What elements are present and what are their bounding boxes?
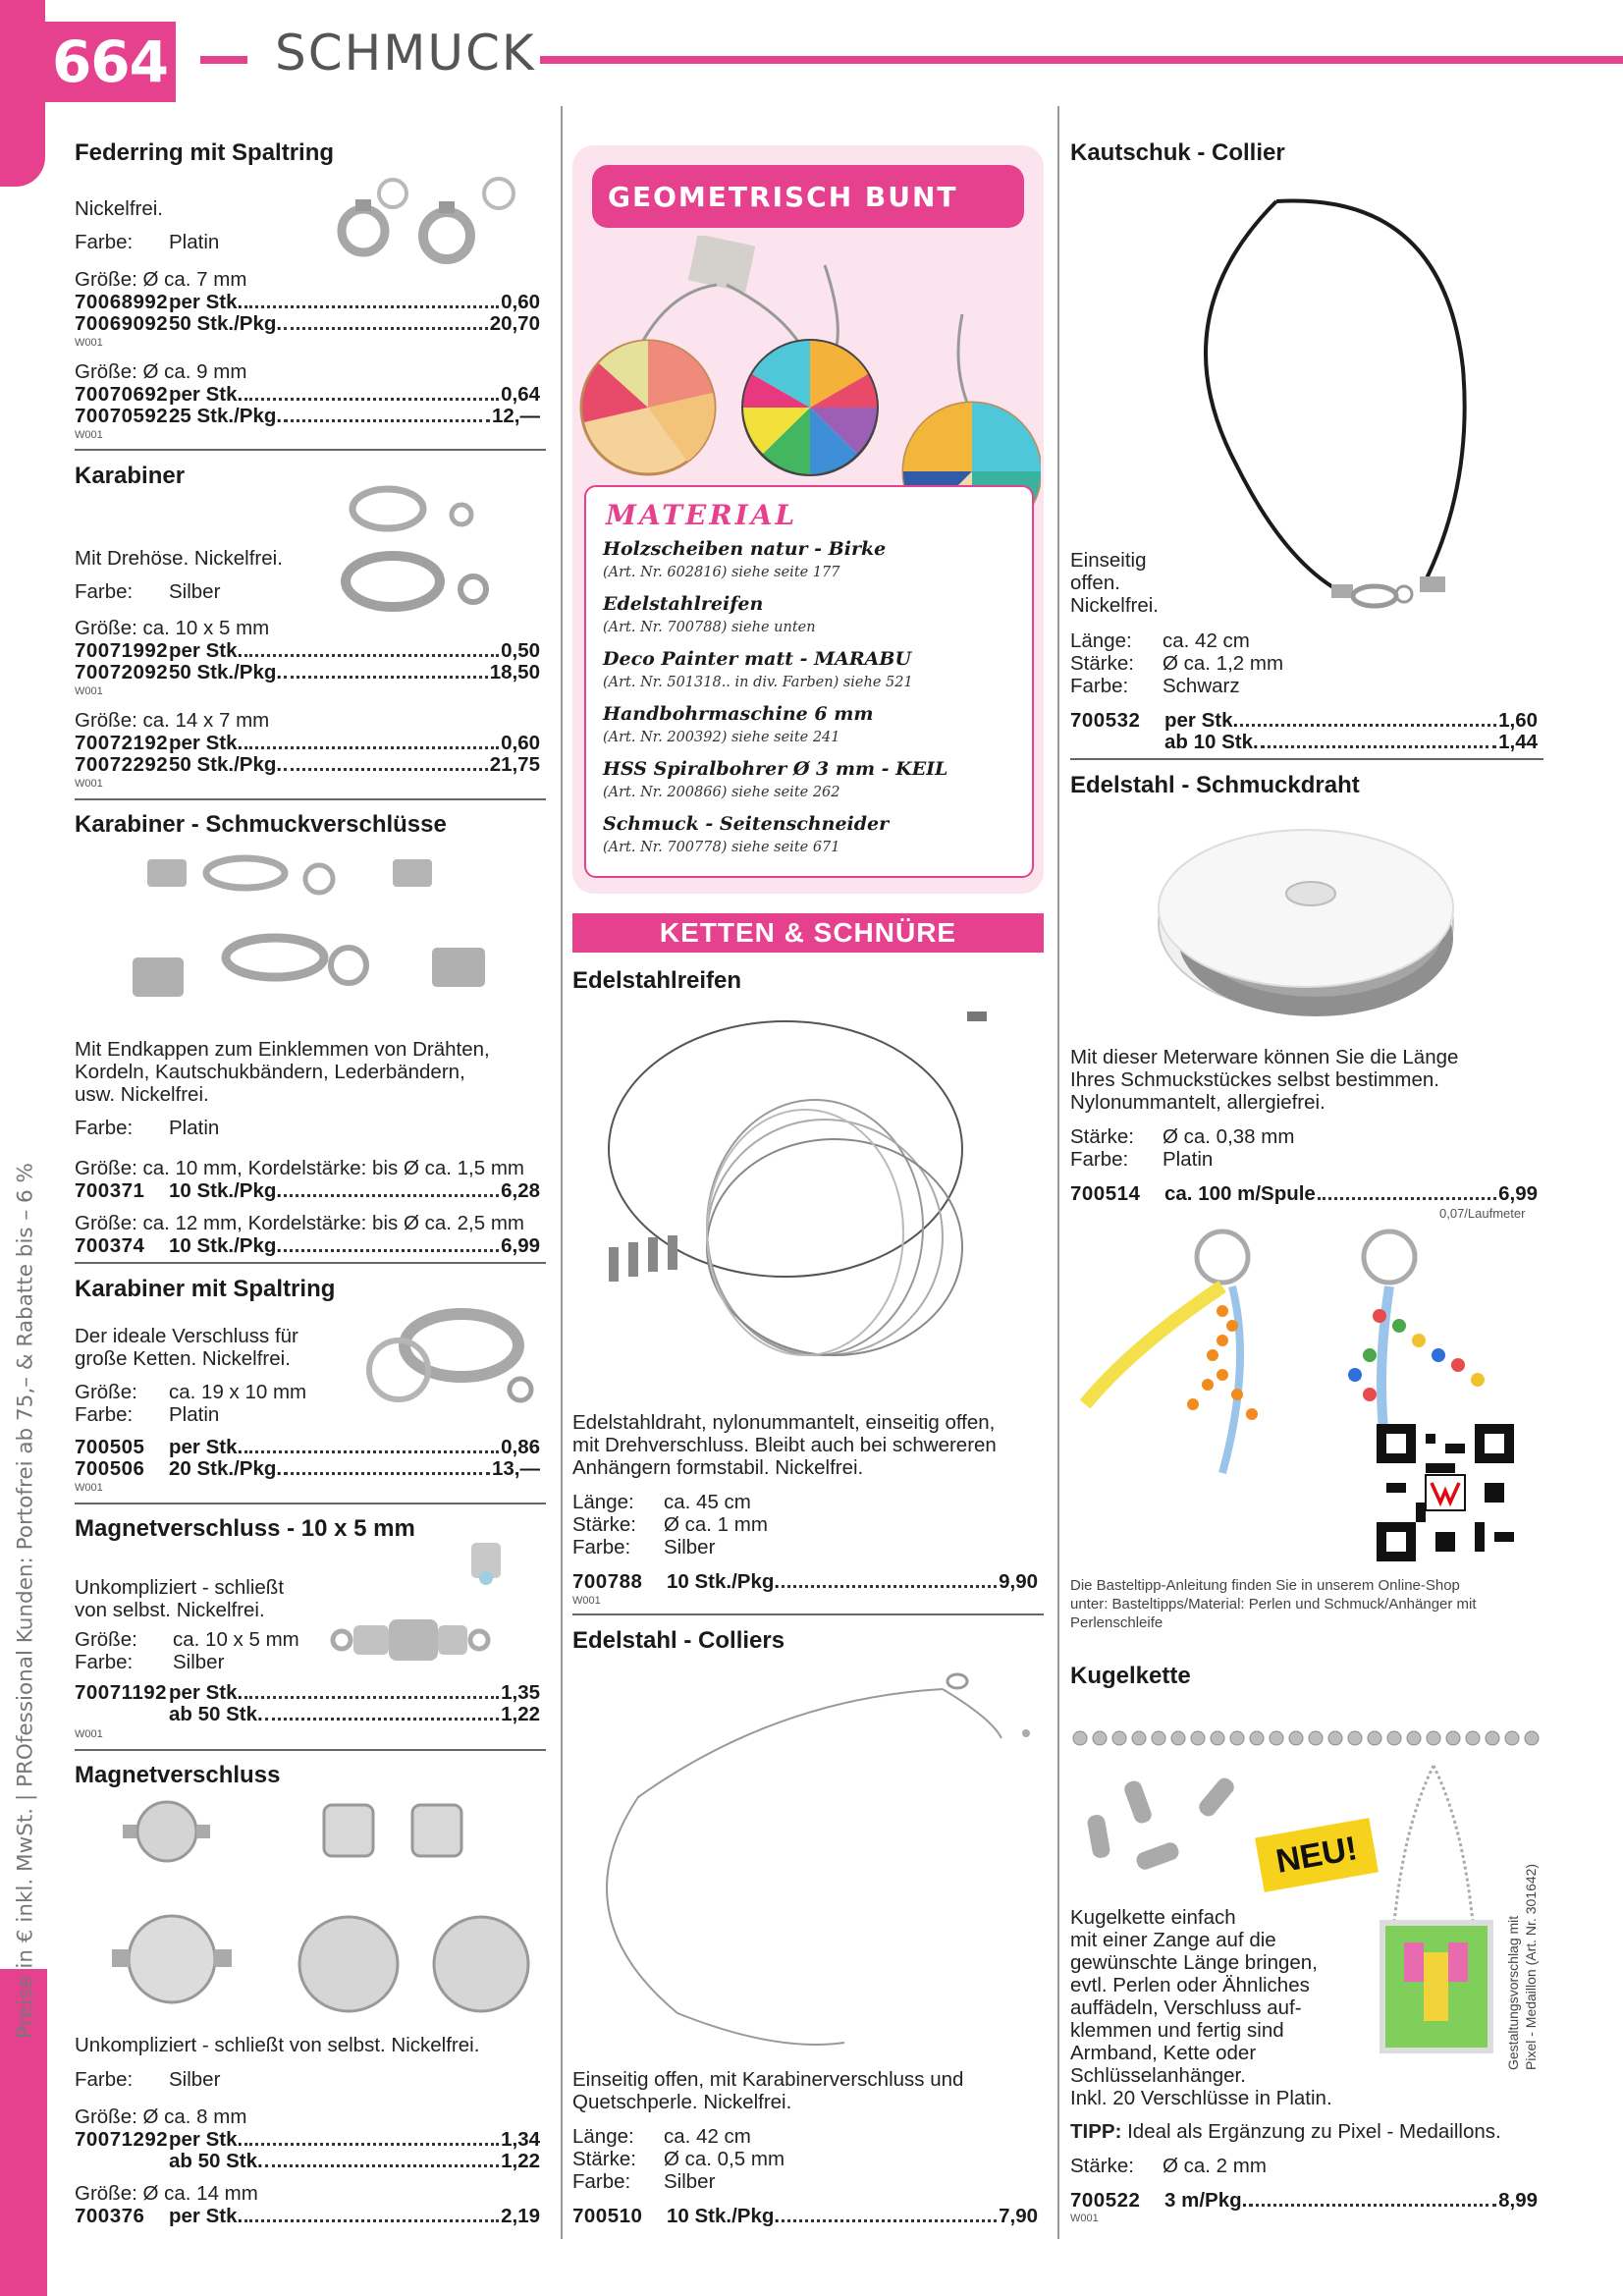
verschluesse-desc-3: usw. Nickelfrei. xyxy=(75,1083,209,1106)
karabiner-row-4: 70072292 50 Stk./Pkg. 21,75 xyxy=(75,753,540,776)
karabiner-row-1: 70071992 per Stk. 0,50 xyxy=(75,639,540,662)
reifen-photo xyxy=(579,1002,1041,1394)
material-ref: (Art. Nr. 700778) siehe seite 671 xyxy=(603,840,840,855)
reifen-staerke: Stärke: Ø ca. 1 mm xyxy=(572,1513,768,1536)
magnet-size1: Größe: Ø ca. 8 mm xyxy=(75,2105,247,2128)
verschluesse-row-1: 700371 10 Stk./Pkg. 6,28 xyxy=(75,1179,540,1202)
karabiner-row-2: 70072092 50 Stk./Pkg. 18,50 xyxy=(75,661,540,683)
draht-desc-3: Nylonummantelt, allergiefrei. xyxy=(1070,1091,1325,1114)
federring-title: Federring mit Spaltring xyxy=(75,139,335,166)
karabiner-size1: Größe: ca. 10 x 5 mm xyxy=(75,617,270,639)
magnet-desc: Unkompliziert - schließt von selbst. Nickelfrei. xyxy=(75,2034,480,2056)
magnet-farbe: Farbe: Silber xyxy=(75,2068,221,2091)
material-ref: (Art. Nr. 501318.. in div. Farben) siehe 521 xyxy=(603,675,913,690)
colliers-desc-1: Einseitig offen, mit Karabinerverschluss und xyxy=(572,2068,964,2091)
kautschuk-farbe: Farbe: Schwarz xyxy=(1070,675,1240,697)
magnet10-code: W001 xyxy=(75,1728,103,1740)
material-name: Schmuck - Seitenschneider xyxy=(603,813,890,835)
new-badge: NEU! xyxy=(1255,1818,1379,1892)
material-name: Edelstahlreifen xyxy=(603,593,764,615)
kugelkette-side-note-2: Pixel - Medaillon (Art. Nr. 301642) xyxy=(1523,1863,1539,2070)
reifen-desc-2: mit Drehverschluss. Bleibt auch bei schwereren xyxy=(572,1434,997,1456)
separator xyxy=(75,1262,546,1264)
kugelkette-desc: Armband, Kette oder xyxy=(1070,2042,1257,2064)
karabiner-code-1: W001 xyxy=(75,685,103,697)
material-ref: (Art. Nr. 200392) siehe seite 241 xyxy=(603,730,840,745)
karabiner-row-3: 70072192 per Stk. 0,60 xyxy=(75,732,540,754)
karabiner-photo xyxy=(334,471,491,629)
draht-farbe: Farbe: Platin xyxy=(1070,1148,1214,1171)
federring-code-1: W001 xyxy=(75,337,103,349)
federring-size2: Größe: Ø ca. 9 mm xyxy=(75,360,247,383)
spaltring-desc-1: Der ideale Verschluss für xyxy=(75,1325,298,1347)
colliers-farbe: Farbe: Silber xyxy=(572,2170,716,2193)
material-ref: (Art. Nr. 200866) siehe seite 262 xyxy=(603,785,840,800)
kautschuk-photo xyxy=(1129,172,1571,624)
colliers-row: 700510 10 Stk./Pkg. 7,90 xyxy=(572,2205,1038,2227)
draht-desc-1: Mit dieser Meterware können Sie die Länge xyxy=(1070,1046,1459,1068)
karabiner-title: Karabiner xyxy=(75,463,186,489)
federring-farbe: Farbe: Platin xyxy=(75,231,220,253)
kugelkette-desc: Schlüsselanhänger. xyxy=(1070,2064,1246,2087)
edge-tab-top xyxy=(0,0,45,187)
colliers-laenge: Länge: ca. 42 cm xyxy=(572,2125,751,2148)
material-name: Deco Painter matt - MARABU xyxy=(603,648,912,670)
separator xyxy=(572,1613,1044,1615)
karabiner-code-2: W001 xyxy=(75,778,103,790)
draht-unit-price: 0,07/Laufmeter xyxy=(1439,1206,1526,1221)
page-title: SCHMUCK xyxy=(275,25,536,82)
spaltring-desc-2: große Ketten. Nickelfrei. xyxy=(75,1347,291,1370)
spaltring-farbe: Farbe: Platin xyxy=(75,1403,220,1426)
magnet10-photo xyxy=(324,1537,520,1674)
magnet10-farbe: Farbe: Silber xyxy=(75,1651,225,1673)
spaltring-row-2: 700506 20 Stk./Pkg. 13,— xyxy=(75,1457,540,1480)
colliers-staerke: Stärke: Ø ca. 0,5 mm xyxy=(572,2148,785,2170)
karabiner-size2: Größe: ca. 14 x 7 mm xyxy=(75,709,270,732)
draht-photo xyxy=(1139,815,1473,1031)
promo-title: GEOMETRISCH BUNT xyxy=(592,165,1024,228)
verschluesse-row-2: 700374 10 Stk./Pkg. 6,99 xyxy=(75,1234,540,1257)
kugelkette-desc: klemmen und fertig sind xyxy=(1070,2019,1284,2042)
reifen-code: W001 xyxy=(572,1595,601,1607)
draht-title: Edelstahl - Schmuckdraht xyxy=(1070,772,1360,798)
colliers-title: Edelstahl - Colliers xyxy=(572,1627,785,1654)
reifen-title: Edelstahlreifen xyxy=(572,967,742,994)
colliers-photo xyxy=(579,1660,1041,2052)
magnet-photo xyxy=(98,1787,540,2033)
kugelkette-tipp: TIPP: Ideal als Ergänzung zu Pixel - Medaillons. xyxy=(1070,2120,1501,2143)
magnet-title: Magnetverschluss xyxy=(75,1762,281,1788)
kautschuk-desc-3: Nickelfrei. xyxy=(1070,594,1159,617)
kugelkette-title: Kugelkette xyxy=(1070,1663,1191,1689)
magnet10-desc-2: von selbst. Nickelfrei. xyxy=(75,1599,265,1621)
reifen-desc-1: Edelstahldraht, nylonummantelt, einseitig offen, xyxy=(572,1411,996,1434)
tipp-text-2: unter: Basteltipps/Material: Perlen und Schmuck/Anhänger mit xyxy=(1070,1596,1477,1613)
verschluesse-photo xyxy=(128,849,520,1016)
kautschuk-laenge: Länge: ca. 42 cm xyxy=(1070,629,1250,652)
reifen-desc-3: Anhängern formstabil. Nickelfrei. xyxy=(572,1456,864,1479)
reifen-laenge: Länge: ca. 45 cm xyxy=(572,1491,751,1513)
federring-code-2: W001 xyxy=(75,429,103,441)
kautschuk-desc-2: offen. xyxy=(1070,572,1120,594)
page-number: 664 xyxy=(44,22,176,102)
verschluesse-desc-1: Mit Endkappen zum Einklemmen von Drähten, xyxy=(75,1038,490,1061)
material-ref: (Art. Nr. 700788) siehe unten xyxy=(603,620,816,635)
kugelkette-side-note-1: Gestaltungsvorschlag mit xyxy=(1505,1915,1521,2070)
separator xyxy=(75,798,546,800)
kugelkette-desc: gewünschte Länge bringen, xyxy=(1070,1951,1318,1974)
kugelkette-desc: Inkl. 20 Verschlüsse in Platin. xyxy=(1070,2087,1332,2109)
spaltring-row-1: 700505 per Stk. 0,86 xyxy=(75,1436,540,1458)
magnet10-groesse: Größe: ca. 10 x 5 mm xyxy=(75,1628,299,1651)
magnet-size2: Größe: Ø ca. 14 mm xyxy=(75,2182,258,2205)
spaltring-title: Karabiner mit Spaltring xyxy=(75,1276,336,1302)
federring-photo xyxy=(314,172,550,270)
kautschuk-title: Kautschuk - Collier xyxy=(1070,139,1285,166)
colliers-desc-2: Quetschperle. Nickelfrei. xyxy=(572,2091,792,2113)
kugelkette-staerke: Stärke: Ø ca. 2 mm xyxy=(1070,2155,1267,2177)
kugelkette-row: 700522 3 m/Pkg. 8,99 xyxy=(1070,2189,1538,2212)
spaltring-photo xyxy=(363,1301,545,1429)
federring-row-3: 70070692 per Stk. 0,64 xyxy=(75,383,540,406)
magnet-row-3: 700376 per Stk. 2,19 xyxy=(75,2205,540,2227)
material-name: HSS Spiralbohrer Ø 3 mm - KEIL xyxy=(603,758,948,780)
header-rule-right xyxy=(540,56,1623,64)
spaltring-code: W001 xyxy=(75,1482,103,1494)
magnet-row-1: 70071292 per Stk. 1,34 xyxy=(75,2128,540,2151)
qr-code-icon[interactable] xyxy=(1377,1424,1514,1561)
header-rule-left xyxy=(200,56,247,64)
kautschuk-desc-1: Einseitig xyxy=(1070,549,1147,572)
federring-row-2: 70069092 50 Stk./Pkg. 20,70 xyxy=(75,312,540,335)
magnet10-desc-1: Unkompliziert - schließt xyxy=(75,1576,285,1599)
sidebar-price-note: Preise in € inkl. MwSt. | PROfessional Kunden: Portofrei ab 75,– & Rabatte bis – 6 % xyxy=(13,1163,38,2039)
tipp-text-3: Perlenschleife xyxy=(1070,1614,1163,1631)
kautschuk-row-2: ab 10 Stk. 1,44 xyxy=(1164,731,1538,753)
kautschuk-staerke: Stärke: Ø ca. 1,2 mm xyxy=(1070,652,1284,675)
kugelkette-desc: Kugelkette einfach xyxy=(1070,1906,1236,1929)
reifen-row: 700788 10 Stk./Pkg. 9,90 xyxy=(572,1570,1038,1593)
magnet10-title: Magnetverschluss - 10 x 5 mm xyxy=(75,1515,415,1542)
verschluesse-title: Karabiner - Schmuckverschlüsse xyxy=(75,811,447,838)
reifen-farbe: Farbe: Silber xyxy=(572,1536,716,1558)
spaltring-groesse: Größe: ca. 19 x 10 mm xyxy=(75,1381,307,1403)
material-name: Holzscheiben natur - Birke xyxy=(603,538,887,560)
kugelkette-code: W001 xyxy=(1070,2213,1099,2224)
draht-row: 700514 ca. 100 m/Spule 6,99 xyxy=(1070,1182,1538,1205)
tipp-text-1: Die Basteltipp-Anleitung finden Sie in unserem Online-Shop xyxy=(1070,1577,1460,1594)
draht-desc-2: Ihres Schmuckstückes selbst bestimmen. xyxy=(1070,1068,1439,1091)
federring-desc: Nickelfrei. xyxy=(75,197,163,220)
federring-size1: Größe: Ø ca. 7 mm xyxy=(75,268,247,291)
draht-staerke: Stärke: Ø ca. 0,38 mm xyxy=(1070,1125,1295,1148)
verschluesse-desc-2: Kordeln, Kautschukbändern, Lederbändern, xyxy=(75,1061,465,1083)
separator xyxy=(75,1503,546,1504)
verschluesse-size1: Größe: ca. 10 mm, Kordelstärke: bis Ø ca. 1,5 mm xyxy=(75,1157,524,1179)
magnet-row-2: ab 50 Stk. 1,22 xyxy=(169,2150,540,2172)
section-bar: KETTEN & SCHNÜRE xyxy=(572,913,1044,953)
material-name: Handbohrmaschine 6 mm xyxy=(603,703,874,725)
karabiner-farbe: Farbe: Silber xyxy=(75,580,221,603)
federring-row-1: 70068992 per Stk. 0,60 xyxy=(75,291,540,313)
verschluesse-farbe: Farbe: Platin xyxy=(75,1117,220,1139)
kugelkette-desc: mit einer Zange auf die xyxy=(1070,1929,1276,1951)
magnet10-row-2: ab 50 Stk. 1,22 xyxy=(169,1703,540,1725)
column-divider-2 xyxy=(1057,106,1059,2239)
separator xyxy=(75,1749,546,1751)
kautschuk-row-1: 700532 per Stk. 1,60 xyxy=(1070,709,1538,732)
material-ref: (Art. Nr. 602816) siehe seite 177 xyxy=(603,565,840,580)
federring-row-4: 70070592 25 Stk./Pkg. 12,— xyxy=(75,405,540,427)
separator xyxy=(75,449,546,451)
kugelkette-desc: evtl. Perlen oder Ähnliches xyxy=(1070,1974,1310,1996)
separator xyxy=(1070,758,1543,760)
verschluesse-size2: Größe: ca. 12 mm, Kordelstärke: bis Ø ca. 2,5 mm xyxy=(75,1212,524,1234)
karabiner-desc: Mit Drehöse. Nickelfrei. xyxy=(75,547,283,570)
magnet10-row-1: 70071192 per Stk. 1,35 xyxy=(75,1681,540,1704)
column-divider-1 xyxy=(561,106,563,2239)
material-title: MATERIAL xyxy=(606,499,798,531)
kugelkette-desc: auffädeln, Verschluss auf- xyxy=(1070,1996,1302,2019)
